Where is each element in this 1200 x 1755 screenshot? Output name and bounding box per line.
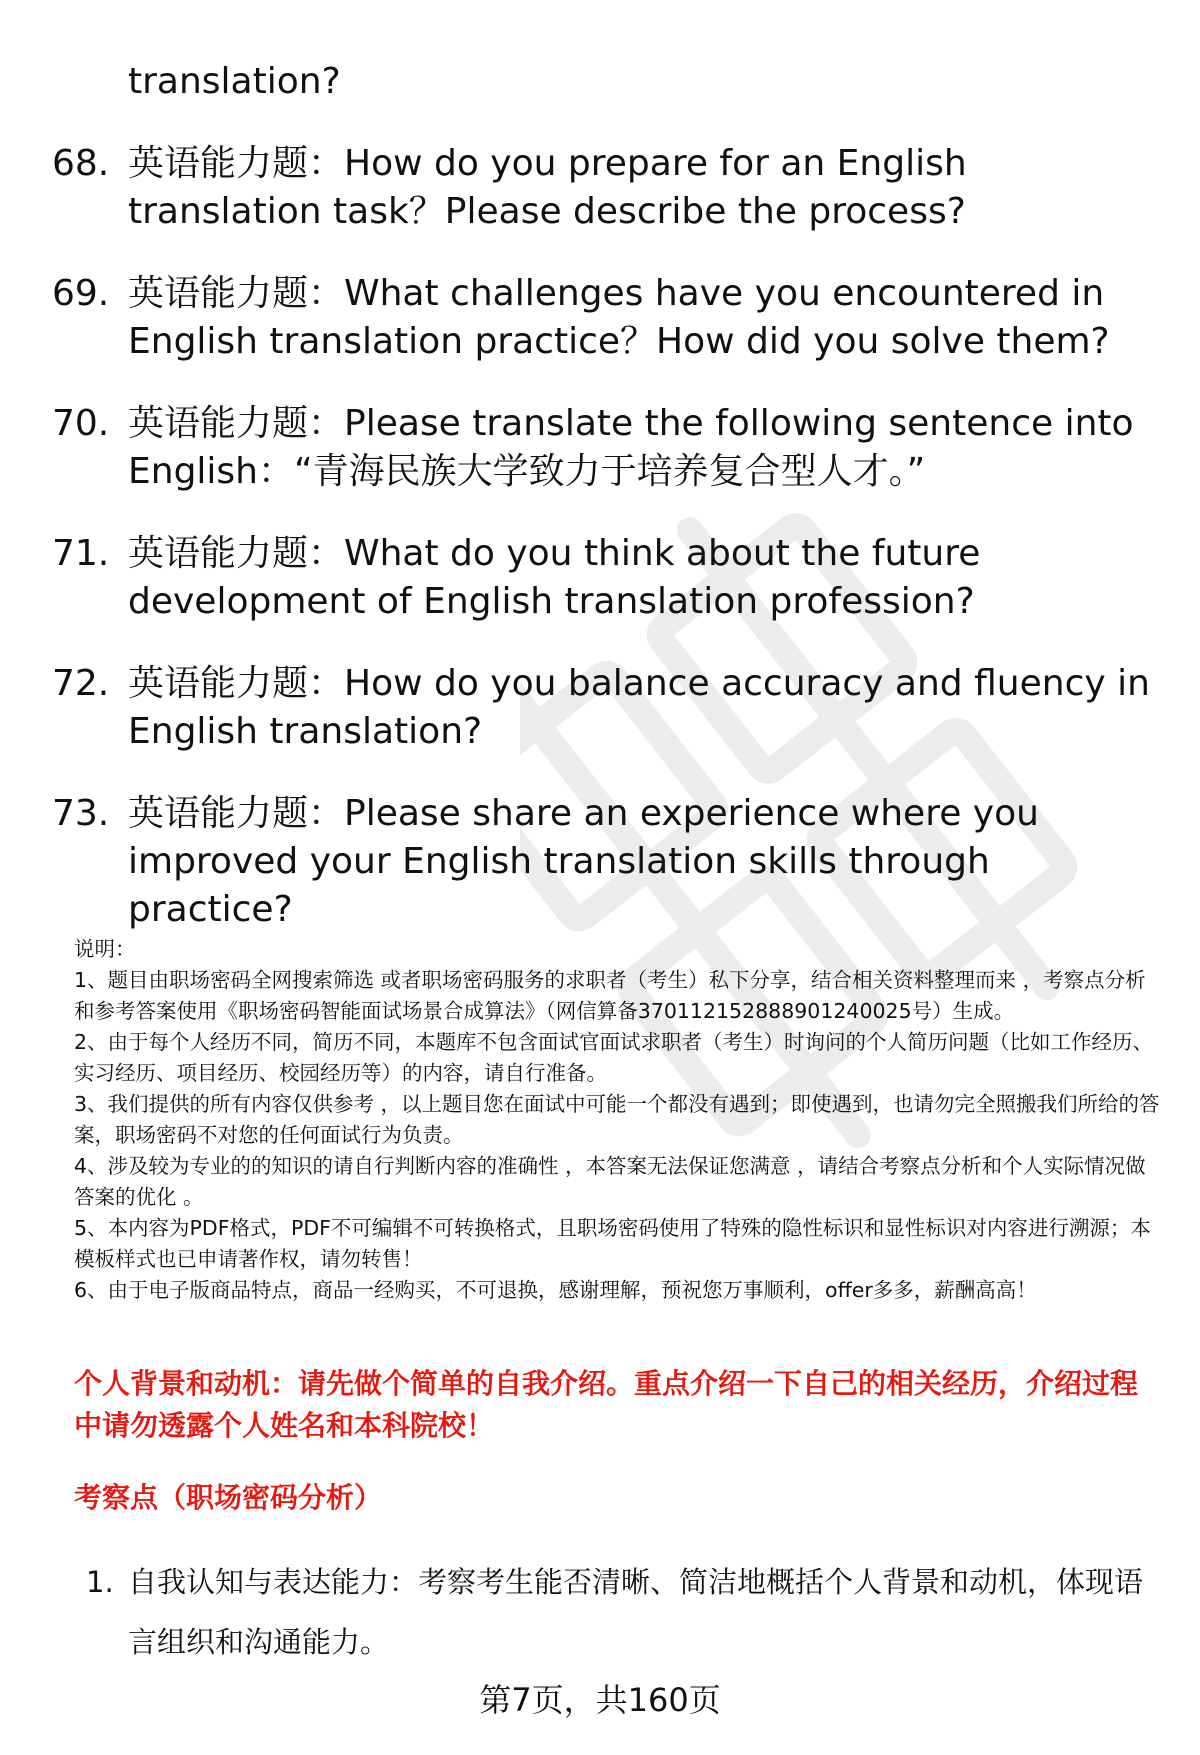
notes-title: 说明：: [74, 937, 136, 961]
question-number: 68.: [52, 143, 110, 184]
question-text: 英语能力题：Please share an experience where you improved your English translation skills through practice?: [128, 793, 1039, 930]
note-item: 5、本内容为PDF格式，PDF不可编辑不可转换格式，且职场密码使用了特殊的隐性标识和显性标识对内容进行溯源；本模板样式也已申请著作权，请勿转售！: [74, 1216, 1151, 1271]
note-item: 4、涉及较为专业的的知识的请自行判断内容的准确性 ，本答案无法保证您满意 ，请结合考察点分析和个人实际情况做答案的优化 。: [74, 1154, 1146, 1209]
question-number: 70.: [52, 403, 110, 444]
question-list: [52, 140, 1152, 968]
analysis-point-text: 自我认知与表达能力：考察考生能否清晰、简洁地概括个人背景和动机，体现语言组织和沟通能力。: [128, 1565, 1144, 1659]
continuation-text: translation?: [128, 61, 341, 102]
question-text: 英语能力题：What do you think about the future development of English translation profession?: [128, 533, 981, 622]
question-item: [52, 400, 1152, 496]
question-text: 英语能力题：How do you prepare for an English translation task？Please describe the process?: [128, 143, 967, 232]
question-text: 英语能力题：What challenges have you encountered in English translation practice？How did you solve them?: [128, 273, 1110, 362]
question-number: 73.: [52, 793, 110, 834]
note-item: 2、由于每个人经历不同，简历不同，本题库不包含面试官面试求职者（考生）时询问的个人简历问题（比如工作经历、实习经历、项目经历、校园经历等）的内容，请自行准备。: [74, 1030, 1154, 1085]
question-item: [52, 660, 1152, 756]
question-item: [52, 140, 1152, 236]
page-footer: 第7页，共160页: [479, 1681, 721, 1719]
question-item: [52, 790, 1152, 934]
analysis-point-number: 1.: [86, 1565, 114, 1599]
question-text: 英语能力题：How do you balance accuracy and fluency in English translation?: [128, 663, 1150, 752]
question-item: [52, 530, 1152, 626]
analysis-point: [86, 1552, 1166, 1672]
question-number: 72.: [52, 663, 110, 704]
question-text: 英语能力题：Please translate the following sentence into English：“青海民族大学致力于培养复合型人才。”: [128, 403, 1134, 492]
note-item: 1、题目由职场密码全网搜索筛选 或者职场密码服务的求职者（考生）私下分享，结合相关资料整理而来 ，考察点分析和参考答案使用《职场密码智能面试场景合成算法》（网信算备370112152888901240025号）生成。: [74, 968, 1146, 1023]
analysis-heading: 考察点（职场密码分析）: [74, 1481, 383, 1514]
note-item: 6、由于电子版商品特点，商品一经购买，不可退换，感谢理解，预祝您万事顺利，offer多多，薪酬高高！: [74, 1278, 1037, 1302]
question-number: 71.: [52, 533, 110, 574]
question-item: [52, 270, 1152, 366]
notes-section: [74, 934, 1164, 1306]
note-item: 3、我们提供的所有内容仅供参考 ，以上题目您在面试中可能一个都没有遇到；即使遇到，也请勿完全照搬我们所给的答案，职场密码不对您的任何面试行为负责。: [74, 1092, 1160, 1147]
section-heading: 个人背景和动机：请先做个简单的自我介绍。重点介绍一下自己的相关经历，介绍过程中请勿透露个人姓名和本科院校！: [74, 1367, 1139, 1442]
question-number: 69.: [52, 273, 110, 314]
